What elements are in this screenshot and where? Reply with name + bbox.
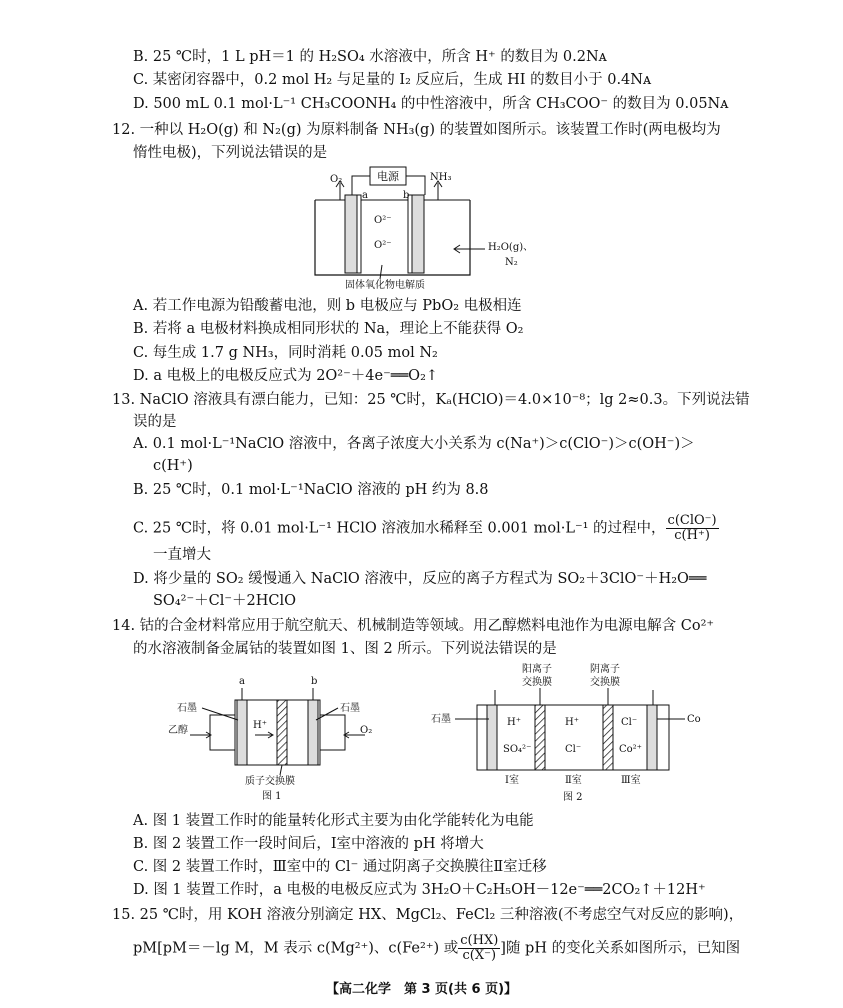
fig2-room1-label: Ⅰ室 — [505, 775, 519, 786]
electrode-b-label: b — [403, 190, 410, 201]
feed-label-1: H₂O(g)、 — [488, 242, 534, 253]
q13-option-a-line1: A. 0.1 mol·L⁻¹NaClO 溶液中，各离子浓度大小关系为 c(Na⁺)＞c(ClO⁻)＞c(OH⁻)＞ — [133, 436, 695, 452]
electrode-a-label: a — [362, 190, 368, 201]
fig2-cell — [477, 705, 669, 770]
q14-stem-line2: 的水溶液制备金属钴的装置如图 1、图 2 所示。下列说法错误的是 — [133, 641, 557, 657]
fig2-room3-ion-b: Co²⁺ — [619, 744, 642, 755]
q11-option-c: C. 某密闭容器中，0.2 mol H₂ 与足量的 I₂ 反应后，生成 HI 的数目小于 0.4Nᴀ — [133, 72, 652, 88]
q13-option-d-line1: D. 将少量的 SO₂ 缓慢通入 NaClO 溶液中，反应的离子方程式为 SO₂＋3ClO⁻＋H₂O══ — [133, 571, 707, 587]
fig1-membrane-label: 质子交换膜 — [245, 776, 295, 787]
o2-outlet-label: O₂ — [330, 174, 343, 185]
q13-option-c-fraction — [666, 514, 719, 543]
feed-label-2: N₂ — [505, 257, 518, 268]
page-footer: 【高二化学 第 3 页(共 6 页)】 — [325, 982, 518, 997]
q15-stem-text-a: pM[pM＝－lg M，M 表示 c(Mg²⁺)、c(Fe²⁺) 或 — [133, 940, 459, 957]
q15-stem-line2 — [133, 934, 740, 963]
fig1-graphite-right: 石墨 — [340, 703, 360, 714]
q13-option-c-text: C. 25 ℃时，将 0.01 mol·L⁻¹ HClO 溶液加水稀释至 0.001 mol·L⁻¹ 的过程中， — [133, 520, 666, 537]
q12-option-b: B. 若将 a 电极材料换成相同形状的 Na，理论上不能获得 O₂ — [133, 321, 524, 337]
q13-option-c-line1 — [133, 514, 719, 543]
fig2-room2-label: Ⅱ室 — [565, 775, 582, 786]
q14-stem-line1: 14. 钴的合金材料常应用于航空航天、机械制造等领域。用乙醇燃料电池作为电源电解含 Co²⁺ — [112, 618, 715, 634]
fraction-denominator: c(H⁺) — [674, 528, 710, 543]
q12-stem-line1: 12. 一种以 H₂O(g) 和 N₂(g) 为原料制备 NH₃(g) 的装置如图所示。该装置工作时(两电极均为 — [112, 122, 721, 138]
fig2-cation-membrane-label-2: 交换膜 — [522, 677, 552, 688]
fig1-caption: 图 1 — [262, 791, 282, 802]
fig1-a-label: a — [239, 676, 245, 687]
fig2-room3-label: Ⅲ室 — [621, 775, 641, 786]
q13-option-a-line2: c(H⁺) — [153, 458, 193, 474]
q15-stem-text-b: ]随 pH 的变化关系如图所示，已知图 — [500, 940, 741, 957]
q14-option-a: A. 图 1 装置工作时的能量转化形式主要为由化学能转化为电能 — [133, 813, 534, 829]
fig1-electrode-a — [237, 700, 247, 765]
fig1-electrode-b — [308, 700, 318, 765]
electrode-b — [412, 195, 424, 273]
fig2-co-electrode — [647, 705, 657, 770]
q11-option-d: D. 500 mL 0.1 mol·L⁻¹ CH₃COONH₄ 的中性溶液中，所含 CH₃COO⁻ 的数目为 0.05Nᴀ — [133, 96, 729, 112]
q14-option-b: B. 图 2 装置工作一段时间后，Ⅰ室中溶液的 pH 将增大 — [133, 836, 484, 852]
power-source-label: 电源 — [377, 170, 399, 183]
fig2-anion-membrane — [603, 705, 613, 770]
q14-figure-2-electrolysis — [425, 660, 715, 805]
q12-option-a: A. 若工作电源为铅酸蓄电池，则 b 电极应与 PbO₂ 电极相连 — [133, 298, 522, 314]
fig2-caption: 图 2 — [563, 792, 583, 803]
fig2-graphite-electrode — [487, 705, 497, 770]
fig1-b-label: b — [311, 676, 318, 687]
q14-figure-1-fuel-cell — [160, 670, 380, 805]
q12-option-c: C. 每生成 1.7 g NH₃，同时消耗 0.05 mol N₂ — [133, 345, 438, 361]
q13-stem-line2: 误的是 — [133, 414, 177, 430]
fraction-numerator: c(ClO⁻) — [667, 513, 717, 528]
q13-option-c-line2: 一直增大 — [153, 547, 211, 563]
q14-option-d: D. 图 1 装置工作时，a 电极的电极反应式为 3H₂O＋C₂H₅OH－12e⁻══2CO₂↑＋12H⁺ — [133, 882, 706, 898]
q15-fraction — [458, 934, 500, 963]
q12-stem-line2: 惰性电极)，下列说法错误的是 — [133, 145, 328, 161]
q13-option-b: B. 25 ℃时，0.1 mol·L⁻¹NaClO 溶液的 pH 约为 8.8 — [133, 482, 489, 498]
fig2-cation-membrane-label-1: 阳离子 — [522, 664, 552, 675]
fig1-graphite-left: 石墨 — [177, 703, 197, 714]
q15-stem-line1: 15. 25 ℃时，用 KOH 溶液分别滴定 HX、MgCl₂、FeCl₂ 三种溶液(不考虑空气对反应的影响)， — [112, 907, 744, 923]
fig2-room1-ion-b: SO₄²⁻ — [503, 744, 532, 755]
q12-electrolysis-diagram — [300, 165, 550, 295]
fig2-graphite-label: 石墨 — [431, 714, 451, 725]
q13-option-d-line2: SO₄²⁻＋Cl⁻＋2HClO — [153, 593, 296, 609]
fraction-denominator: c(X⁻) — [462, 948, 497, 963]
fig1-ethanol-label: 乙醇 — [168, 725, 188, 736]
ion-label-1: O²⁻ — [374, 215, 392, 226]
fig2-room1-ion-a: H⁺ — [507, 717, 521, 728]
fig2-room2-ion-a: H⁺ — [565, 717, 579, 728]
fig2-anion-membrane-label-2: 交换膜 — [590, 677, 620, 688]
electrode-a — [345, 195, 357, 273]
nh3-outlet-label: NH₃ — [430, 172, 452, 183]
q14-option-c: C. 图 2 装置工作时，Ⅲ室中的 Cl⁻ 通过阴离子交换膜往Ⅱ室迁移 — [133, 859, 547, 875]
fig2-room2-ion-b: Cl⁻ — [565, 744, 582, 755]
q13-stem-line1: 13. NaClO 溶液具有漂白能力，已知：25 ℃时，Kₐ(HClO)＝4.0×10⁻⁸；lg 2≈0.3。下列说法错 — [112, 392, 750, 408]
fig1-o2-label: O₂ — [360, 725, 373, 736]
q11-option-b: B. 25 ℃时，1 L pH＝1 的 H₂SO₄ 水溶液中，所含 H⁺ 的数目为 0.2Nᴀ — [133, 49, 607, 65]
q12-option-d: D. a 电极上的电极反应式为 2O²⁻＋4e⁻══O₂↑ — [133, 368, 439, 384]
fig2-anion-membrane-label-1: 阴离子 — [590, 664, 620, 675]
fig2-co-label: Co — [687, 714, 701, 725]
fig1-h-ion-label: H⁺ — [253, 720, 267, 731]
fig2-room3-ion-a: Cl⁻ — [621, 717, 638, 728]
fig2-cation-membrane — [535, 705, 545, 770]
fig1-proton-membrane — [277, 700, 287, 765]
ion-label-2: O²⁻ — [374, 240, 392, 251]
fraction-numerator: c(HX) — [460, 933, 499, 948]
electrolyte-caption: 固体氧化物电解质 — [345, 280, 425, 291]
